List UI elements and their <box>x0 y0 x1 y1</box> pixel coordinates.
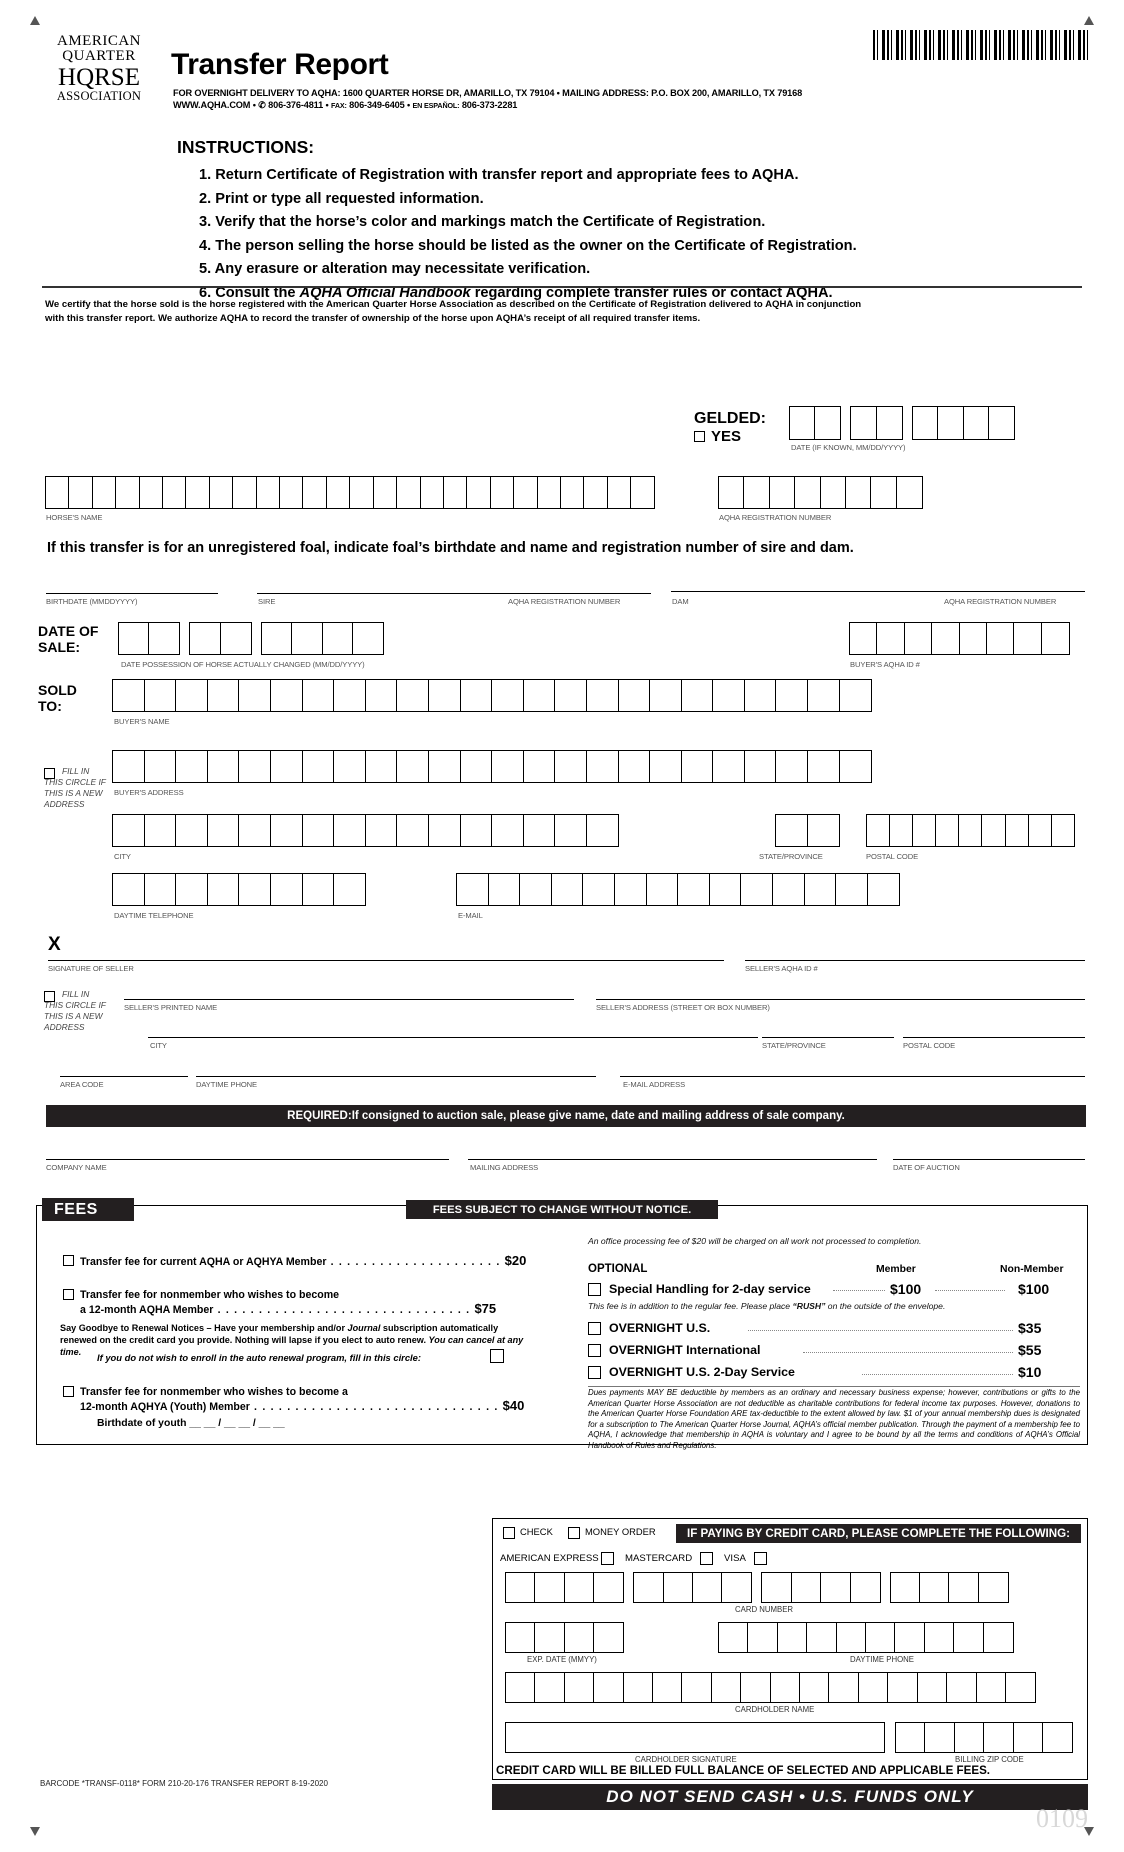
special-handling-dots2 <box>935 1290 1005 1291</box>
fee-nonmember-aqha-line2: a 12-month AQHA Member <box>80 1304 214 1316</box>
instruction-6-pre: 6. Consult the <box>199 284 300 301</box>
foal-dam-reg-label: AQHA REGISTRATION NUMBER <box>944 597 1057 606</box>
visa-checkbox[interactable] <box>754 1552 767 1565</box>
amex-checkbox[interactable] <box>601 1552 614 1565</box>
fee-nonmember-aqha-checkbox[interactable] <box>63 1289 74 1300</box>
auction-company-line[interactable] <box>46 1159 449 1160</box>
auction-company-label: COMPANY NAME <box>46 1163 107 1172</box>
header-phone: 806-376-4811 <box>268 100 324 110</box>
header-espanol-label: EN ESPAÑOL: <box>412 101 460 110</box>
date-of-sale-label <box>38 623 98 655</box>
overnight-us-label: OVERNIGHT U.S. <box>609 1321 711 1335</box>
optional-col-nonmember: Non-Member <box>1000 1264 1064 1275</box>
fee-youth-row: Transfer fee for nonmember who wishes to become a 12-month AQHYA (Youth) Member . . . . . . . . . . . . . . . . . . . . . . . . . . . . . . $40 <box>80 1386 525 1413</box>
seller-printed-name-line[interactable] <box>124 999 574 1000</box>
special-handling-note <box>588 1301 1080 1313</box>
money-order-label: MONEY ORDER <box>585 1526 656 1537</box>
header-contact <box>173 100 517 111</box>
buyer-address-boxes[interactable] <box>112 750 872 783</box>
billing-zip-label: BILLING ZIP CODE <box>955 1755 1024 1764</box>
card-number-label: CARD NUMBER <box>735 1605 794 1614</box>
amex-label: AMERICAN EXPRESS <box>500 1553 599 1564</box>
exp-date-boxes[interactable] <box>505 1622 624 1653</box>
foal-sire-reg-label: AQHA REGISTRATION NUMBER <box>508 597 621 606</box>
buyer-email-boxes[interactable] <box>456 873 900 906</box>
buyer-new-address-note: FILL IN THIS CIRCLE IF THIS IS A NEW ADDRESS <box>44 766 106 809</box>
no-cash-banner: DO NOT SEND CASH • U.S. FUNDS ONLY <box>492 1784 1088 1810</box>
special-handling-checkbox[interactable] <box>588 1283 601 1296</box>
auction-mailing-label: MAILING ADDRESS <box>470 1163 539 1172</box>
check-label: CHECK <box>520 1526 553 1537</box>
auto-renew-optout-text: If you do not wish to enroll in the auto renewal program, fill in this circle: <box>97 1352 421 1363</box>
visa-label: VISA <box>724 1553 746 1564</box>
buyer-postal-label: POSTAL CODE <box>866 852 919 861</box>
disclaimer-divider <box>588 1386 1080 1387</box>
form-footer-code: BARCODE *TRANSF-0118* FORM 210-20-176 TRANSFER REPORT 8-19-2020 <box>40 1779 328 1788</box>
seller-area-code-line[interactable] <box>60 1076 188 1077</box>
crop-mark-top-right <box>1084 16 1094 25</box>
seller-address-label: SELLER'S ADDRESS (STREET OR BOX NUMBER) <box>596 1003 770 1012</box>
overnight-us-dots <box>748 1330 1013 1331</box>
check-checkbox[interactable] <box>503 1527 515 1539</box>
header-fax-label: FAX: <box>330 101 347 110</box>
fee-member-row: Transfer fee for current AQHA or AQHYA Member . . . . . . . . . . . . . . . . . . . . . $20 <box>80 1253 527 1268</box>
fee-nonmember-aqha-row: Transfer fee for nonmember who wishes to become a 12-month AQHA Member . . . . . . . . . . . . . . . . . . . . . . . . . . . . . . . $75 <box>80 1289 497 1316</box>
buyer-name-boxes[interactable] <box>112 679 872 712</box>
fee-youth-checkbox[interactable] <box>63 1386 74 1397</box>
office-processing-note: An office processing fee of $20 will be charged on all work not processed to completion. <box>588 1236 922 1246</box>
overnight-2day-label: OVERNIGHT U.S. 2-Day Service <box>609 1365 795 1379</box>
bullet-icon: • <box>252 100 259 110</box>
overnight-2day-dots <box>862 1374 1013 1375</box>
foal-dam-line[interactable] <box>671 591 1085 592</box>
billing-note: CREDIT CARD WILL BE BILLED FULL BALANCE OF SELECTED AND APPLICABLE FEES. <box>496 1764 991 1777</box>
date-of-sale-line1: DATE OF <box>38 623 99 639</box>
overnight-2day-amount: $10 <box>1018 1364 1042 1380</box>
auction-date-line[interactable] <box>893 1159 1085 1160</box>
foal-birthdate-label: BIRTHDATE (MMDDYYYY) <box>46 597 138 606</box>
special-handling-nonmember-amount: $100 <box>1018 1281 1050 1297</box>
mastercard-label: MASTERCARD <box>625 1553 693 1564</box>
header-espanol: 806-373-2281 <box>461 100 518 110</box>
barcode-top <box>873 30 1088 60</box>
header-web: WWW.AQHA.COM <box>173 100 251 110</box>
seller-signature-label: SIGNATURE OF SELLER <box>48 964 134 973</box>
overnight-2day-checkbox[interactable] <box>588 1366 601 1379</box>
cardholder-signature-box[interactable] <box>505 1722 885 1753</box>
fees-tag: FEES <box>42 1198 134 1221</box>
date-of-sale-line2: SALE: <box>38 639 80 655</box>
fees-notice-banner: FEES SUBJECT TO CHANGE WITHOUT NOTICE. <box>406 1200 718 1219</box>
foal-sire-label: SIRE <box>258 597 276 606</box>
billing-zip-boxes[interactable] <box>895 1722 1073 1753</box>
buyer-state-label: STATE/PROVINCE <box>759 852 823 861</box>
buyer-address-label: BUYER'S ADDRESS <box>114 788 184 797</box>
auto-renew-line1a: Say Goodbye to Renewal Notices – Have your membership and/or <box>60 1323 348 1333</box>
horse-name-label: HORSE'S NAME <box>46 513 103 522</box>
sold-to-label <box>38 682 77 714</box>
foal-note: If this transfer is for an unregistered foal, indicate foal’s birthdate and name and registration number of sire and dam. <box>47 540 854 556</box>
auto-renew-journal: Journal <box>347 1323 381 1333</box>
seller-area-code-label: AREA CODE <box>60 1080 104 1089</box>
overnight-us-amount: $35 <box>1018 1320 1042 1336</box>
optional-header: OPTIONAL <box>588 1263 648 1275</box>
seller-printed-name-label: SELLER'S PRINTED NAME <box>124 1003 218 1012</box>
seller-phone-label: DAYTIME PHONE <box>196 1080 258 1089</box>
seller-city-label: CITY <box>150 1041 167 1050</box>
fee-nonmember-aqha-line1: Transfer fee for nonmember who wishes to become <box>80 1289 340 1301</box>
instruction-6-post: regarding complete transfer rules or contact AQHA. <box>470 284 833 301</box>
page-title: Transfer Report <box>171 48 389 81</box>
gelded-yes-checkbox[interactable] <box>694 431 705 442</box>
seller-new-address-note: FILL IN THIS CIRCLE IF THIS IS A NEW ADDRESS <box>44 989 106 1032</box>
possession-date-boxes[interactable] <box>118 622 384 655</box>
instructions-list <box>199 164 857 305</box>
logo-line-american: AMERICAN <box>56 33 141 49</box>
gelded-date-boxes[interactable] <box>789 406 1015 440</box>
instruction-item: 4. The person selling the horse should be listed as the owner on the Certificate of Registration. <box>199 237 857 254</box>
seller-phone-line[interactable] <box>196 1076 596 1077</box>
certification-text: We certify that the horse sold is the horse registered with the American Quarter Horse Association as described on the Certificate of Registration delivered to AQHA in conjunction with this transfer report. We authorize AQHA to record the transfer of ownership of the horse upon AQHA’s receipt of all required transfer items. <box>45 299 862 324</box>
seller-postal-line[interactable] <box>903 1037 1085 1038</box>
overnight-intl-dots <box>803 1352 1013 1353</box>
foal-birthdate-line[interactable] <box>46 593 218 594</box>
fee-member-text: Transfer fee for current AQHA or AQHYA Member <box>80 1256 327 1268</box>
rush-note-a: This fee is in addition to the regular fee. Please place <box>588 1301 793 1311</box>
overnight-intl-amount: $55 <box>1018 1342 1042 1358</box>
header-address: FOR OVERNIGHT DELIVERY TO AQHA: 1600 QUARTER HORSE DR, AMARILLO, TX 79104 • MAILING ADDRESS: P.O. BOX 200, AMARILLO, TX 79168 <box>173 88 803 98</box>
gelded-date-label: DATE (IF KNOWN, MM/DD/YYYY) <box>791 443 906 452</box>
auto-renew-line1b: subscription automatically renewed <box>60 1323 499 1345</box>
seller-postal-label: POSTAL CODE <box>903 1041 956 1050</box>
buyer-aqha-id-label: BUYER'S AQHA ID # <box>850 660 920 669</box>
fee-nonmember-aqha-amount: $75 <box>474 1301 497 1316</box>
special-handling-label: Special Handling for 2-day service <box>609 1282 811 1296</box>
dues-disclaimer: Dues payments MAY BE deductible by members as an ordinary and necessary business expense; however, contributions or gifts to the American Quarter Horse Association are not deductible as charitable contributions for federal income tax purposes. However, donations to the American Quarter Horse Foundation ARE tax-deductible to the extent allowed by law. $1 of your annual membership dues is designated for a subscription to The American Quarter Horse Journal, AQHA’s official member publication. Through the payment of a membership fee to AQHA, I acknowledge that membership in AQHA is voluntary and I agree to be bound by all the terms and conditions of AQHA’s Official Handbook of Rules and Regulations. <box>588 1388 1080 1450</box>
rush-note-c: on the outside of the envelope. <box>825 1301 946 1311</box>
buyer-email-label: E-MAIL <box>458 911 483 920</box>
overnight-us-checkbox[interactable] <box>588 1322 601 1335</box>
crop-mark-bottom-left <box>30 1827 40 1836</box>
horse-reg-boxes[interactable] <box>718 476 923 509</box>
credit-card-banner: IF PAYING BY CREDIT CARD, PLEASE COMPLETE THE FOLLOWING: <box>676 1524 1081 1543</box>
seller-address-line[interactable] <box>596 999 1085 1000</box>
instruction-6-handbook: AQHA Official Handbook <box>299 284 471 301</box>
seller-city-line[interactable] <box>148 1037 758 1038</box>
instruction-item: 5. Any erasure or alteration may necessitate verification. <box>199 261 591 277</box>
buyer-name-label: BUYER'S NAME <box>114 717 170 726</box>
fee-member-checkbox[interactable] <box>63 1255 74 1266</box>
seller-state-line[interactable] <box>762 1037 894 1038</box>
horse-reg-label: AQHA REGISTRATION NUMBER <box>719 513 832 522</box>
fee-youth-amount: $40 <box>502 1398 525 1413</box>
bullet-icon: • <box>325 100 331 110</box>
horse-name-boxes[interactable] <box>45 476 655 509</box>
buyer-city-label: CITY <box>114 852 131 861</box>
possession-date-label: DATE POSSESSION OF HORSE ACTUALLY CHANGED (MM/DD/YYYY) <box>121 660 365 669</box>
overnight-intl-label: OVERNIGHT International <box>609 1343 761 1357</box>
seller-signature-line[interactable] <box>48 960 724 961</box>
buyer-city-boxes[interactable] <box>112 814 619 847</box>
instruction-item: 1. Return Certificate of Registration with transfer report and appropriate fees to AQHA. <box>199 167 799 183</box>
crop-mark-top-left <box>30 16 40 25</box>
seller-aqha-id-line[interactable] <box>745 960 1085 961</box>
daytime-phone-boxes[interactable] <box>718 1622 1014 1653</box>
money-order-checkbox[interactable] <box>568 1527 580 1539</box>
cardholder-signature-label: CARDHOLDER SIGNATURE <box>635 1755 737 1764</box>
logo-line-association: ASSOCIATION <box>56 89 142 104</box>
overnight-intl-checkbox[interactable] <box>588 1344 601 1357</box>
seller-email-label: E-MAIL ADDRESS <box>623 1080 686 1089</box>
optional-col-member: Member <box>876 1264 916 1275</box>
auto-renew-line2: on the credit card you provide. Nothing will lapse if you elect to auto renew. <box>99 1335 429 1345</box>
foal-sire-line[interactable] <box>257 593 651 594</box>
special-handling-member-amount: $100 <box>890 1281 922 1297</box>
seller-email-line[interactable] <box>620 1076 1085 1077</box>
cardholder-name-boxes[interactable] <box>505 1672 1036 1703</box>
buyer-postal-boxes[interactable] <box>866 814 1075 847</box>
header-fax: 806-349-6405 <box>349 100 405 110</box>
gelded-yes-label: YES <box>711 428 742 445</box>
buyer-state-boxes[interactable] <box>775 814 840 847</box>
auction-required-bold: REQUIRED: <box>287 1110 352 1122</box>
daytime-phone-label: DAYTIME PHONE <box>850 1655 914 1664</box>
sold-to-line2: TO: <box>38 698 62 714</box>
fee-youth-line1: Transfer fee for nonmember who wishes to become a <box>80 1386 348 1398</box>
logo-line-horse: HQRSE <box>58 63 140 91</box>
buyer-phone-label: DAYTIME TELEPHONE <box>114 911 194 920</box>
gelded-label: GELDED: <box>694 410 766 427</box>
auto-renew-cancel: You can cancel at any time. <box>60 1335 524 1357</box>
special-handling-dots <box>833 1290 885 1291</box>
fee-member-amount: $20 <box>504 1253 527 1268</box>
seller-signature-x: X <box>48 934 61 955</box>
aqha-logo <box>44 34 154 103</box>
foal-dam-label: DAM <box>672 597 689 606</box>
rush-note-b: “RUSH” <box>792 1301 826 1311</box>
fee-youth-line2: 12-month AQHYA (Youth) Member <box>80 1401 250 1413</box>
watermark: 0109 <box>1036 1804 1088 1833</box>
auction-required-rest: If consigned to auction sale, please give name, date and mailing address of sale company. <box>351 1110 845 1122</box>
exp-date-label: EXP. DATE (MMYY) <box>527 1655 597 1664</box>
phone-icon: ✆ <box>258 100 266 110</box>
buyer-aqha-id-boxes[interactable] <box>849 622 1070 655</box>
auction-date-label: DATE OF AUCTION <box>893 1163 960 1172</box>
bullet-icon: • <box>407 100 413 110</box>
section-divider <box>42 286 1082 288</box>
logo-line-quarter: QUARTER <box>62 48 136 65</box>
mastercard-checkbox[interactable] <box>700 1552 713 1565</box>
buyer-phone-boxes[interactable] <box>112 873 366 906</box>
auto-renew-optout-checkbox[interactable] <box>490 1349 504 1363</box>
instructions-heading: INSTRUCTIONS: <box>177 137 315 157</box>
fee-youth-birthdate: Birthdate of youth __ __ / __ __ / __ __ <box>97 1418 285 1429</box>
seller-state-label: STATE/PROVINCE <box>762 1041 826 1050</box>
instruction-item: 2. Print or type all requested information. <box>199 190 484 207</box>
seller-aqha-id-label: SELLER'S AQHA ID # <box>745 964 818 973</box>
card-number-boxes[interactable] <box>505 1572 1009 1603</box>
cardholder-name-label: CARDHOLDER NAME <box>735 1705 815 1714</box>
instruction-item: 3. Verify that the horse’s color and markings match the Certificate of Registration. <box>199 214 766 230</box>
auction-mailing-line[interactable] <box>468 1159 877 1160</box>
auction-required-banner <box>46 1105 1086 1127</box>
sold-to-line1: SOLD <box>38 682 77 698</box>
